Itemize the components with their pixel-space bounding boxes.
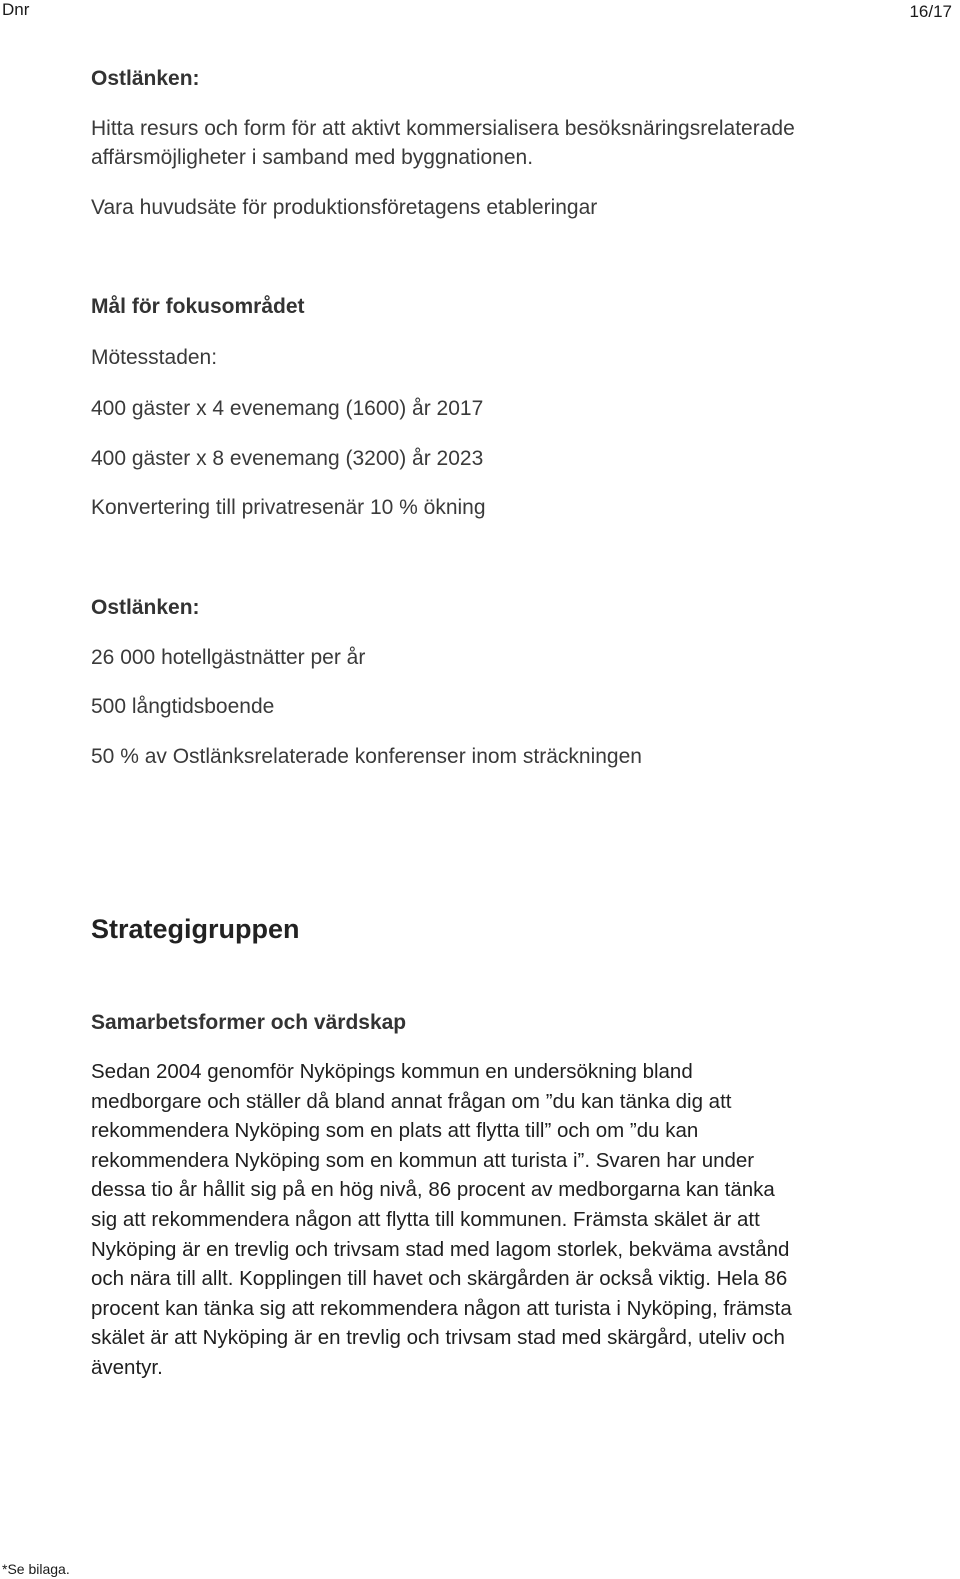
goal-item: 50 % av Ostlänksrelaterade konferenser inom sträckningen <box>91 745 642 768</box>
ostlanken-goals-heading: Ostlänken: <box>91 596 200 619</box>
paragraph-line: äventyr. <box>91 1355 163 1379</box>
goal-item: Konvertering till privatresenär 10 % ökning <box>91 496 486 519</box>
paragraph-line: och nära till allt. Kopplingen till havet och skärgården är också viktig. Hela 86 <box>91 1267 788 1291</box>
paragraph-line: rekommendera Nyköping som en plats att flytta till” och om ”du kan <box>91 1119 699 1143</box>
strategy-subheading: Samarbetsformer och värdskap <box>91 1011 407 1034</box>
strategy-paragraph <box>91 1057 861 1383</box>
paragraph-line: Nyköping är en trevlig och trivsam stad med lagom storlek, bekväma avstånd <box>91 1237 790 1261</box>
paragraph-line: Sedan 2004 genomför Nyköpings kommun en undersökning bland <box>91 1060 693 1083</box>
goals-heading: Mål för fokusområdet <box>91 295 305 318</box>
paragraph-line: procent kan tänka sig att rekommendera någon att turista i Nyköping, främsta <box>91 1296 792 1320</box>
paragraph-line: rekommendera Nyköping som en kommun att turista i”. Svaren har under <box>91 1148 755 1172</box>
goal-item: 400 gäster x 4 evenemang (1600) år 2017 <box>91 397 484 420</box>
motesstaden-heading: Mötesstaden: <box>91 346 218 369</box>
paragraph-line: sig att rekommendera någon att flytta till kommunen. Främsta skälet är att <box>91 1207 760 1231</box>
footnote: *Se bilaga. <box>2 1561 70 1577</box>
document-number-label: Dnr <box>2 0 30 19</box>
page-number: 16/17 <box>909 2 952 21</box>
goal-item: 500 långtidsboende <box>91 695 275 718</box>
goal-item: 26 000 hotellgästnätter per år <box>91 646 366 669</box>
goal-item: 400 gäster x 8 evenemang (3200) år 2023 <box>91 447 484 470</box>
section-heading-ostlanken: Ostlänken: <box>91 67 200 90</box>
text-line: Vara huvudsäte för produktionsföretagens etableringar <box>91 196 598 219</box>
strategy-heading: Strategigruppen <box>91 914 300 944</box>
paragraph-line: dessa tio år hållit sig på en hög nivå, 86 procent av medborgarna kan tänka <box>91 1178 775 1202</box>
text-line: Hitta resurs och form för att aktivt kommersialisera besöksnäringsrelaterade <box>91 117 795 140</box>
text-line: affärsmöjligheter i samband med byggnationen. <box>91 146 534 169</box>
paragraph-line: skälet är att Nyköping är en trevlig och trivsam stad med skärgård, uteliv och <box>91 1326 785 1350</box>
paragraph-line: medborgare och ställer då bland annat frågan om ”du kan tänka dig att <box>91 1089 732 1113</box>
